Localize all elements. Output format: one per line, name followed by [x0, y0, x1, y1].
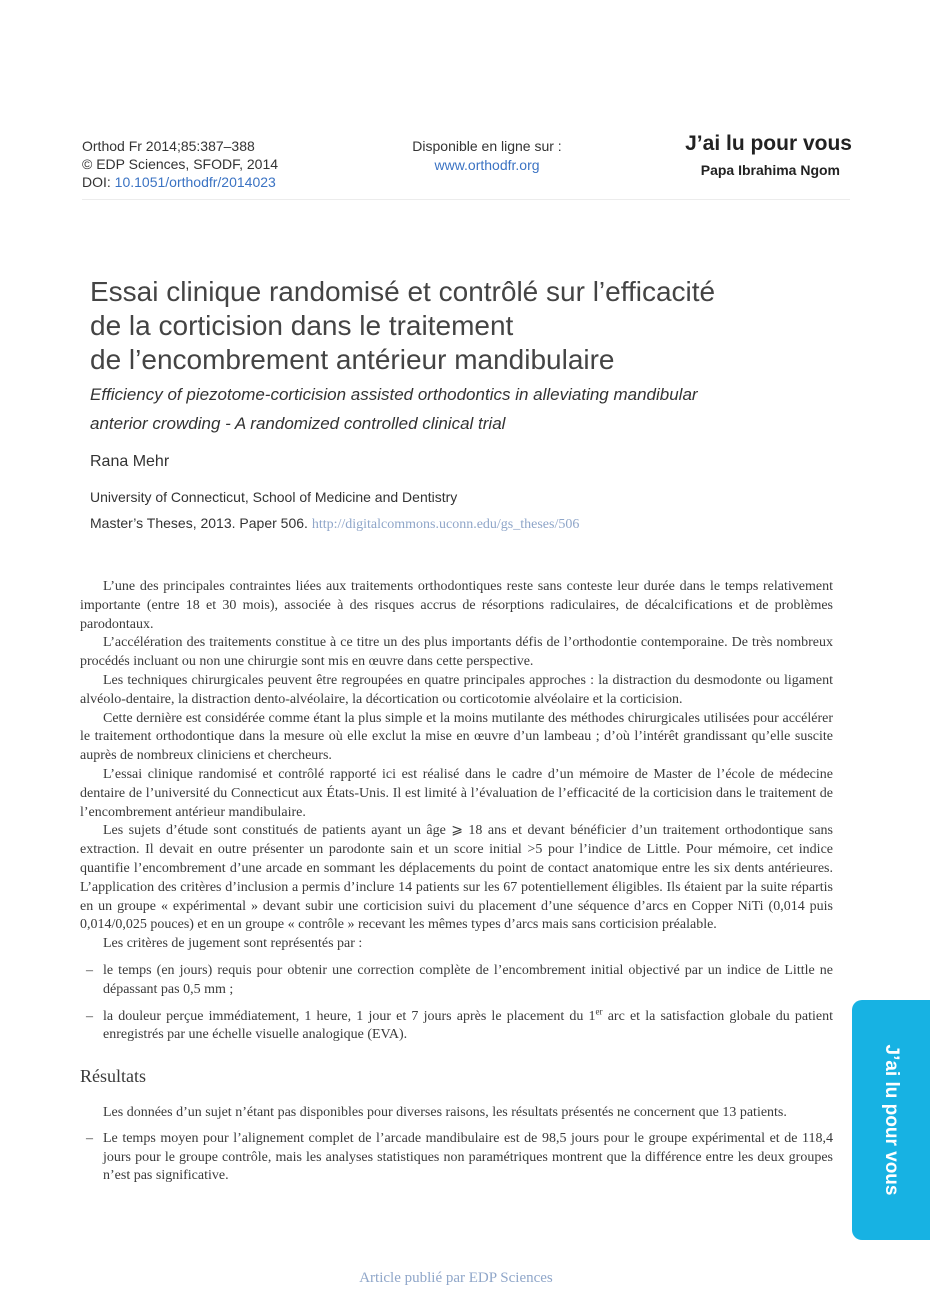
- journal-info: [82, 137, 278, 191]
- results-heading: Résultats: [80, 1066, 146, 1087]
- body-paragraph-6: Les sujets d’étude sont constitués de patients ayant un âge ⩾ 18 ans et devant bénéficier d’un traitement orthodontique sans extraction. Il devait en outre présenter un parodonte sain et un score initial >5 pour l’indice de Little. Pour mémoire, cet indice quantifie l’encombrement d’une arcade en sommant les déplacements du point de contact anatomique entre les six dents antérieures. L’application des critères d’inclusion a permis d’inclure 14 patients sur les 67 potentiellement éligibles. Ils étaient par la suite répartis en un groupe « expérimental » devant subir une corticision suivi du placement d’une séquence d’arcs en Copper NiTi (0,014 puis 0,014/0,025 pouces) et en un groupe « contrôle » recevant les mêmes types d’arcs mais sans corticision préalable.: [80, 823, 833, 933]
- subtitle-line-2: anterior crowding - A randomized controlled clinical trial: [90, 414, 506, 433]
- subtitle-line-1: Efficiency of piezotome-corticision assisted orthodontics in alleviating mandibular: [90, 385, 698, 404]
- doi-label: DOI:: [82, 174, 115, 190]
- reviewer-name: Papa Ibrahima Ngom: [700, 162, 840, 178]
- results-item-1: Le temps moyen pour l’alignement complet de l’arcade mandibulaire est de 98,5 jours pour le groupe expérimental et de 118,4 jours pour le groupe contrôle, mais les analyses statistiques non paramétriques montrent que la différence entre les deux groupes n’est pas significative.: [103, 1130, 833, 1184]
- list-item: [80, 1005, 834, 1046]
- body-paragraph-2: L’accélération des traitements constitue à ce titre un des plus importants défis de l’orthodontie contemporaine. De très nombreux procédés incluant ou non une chirurgie sont mis en œuvre dans cette perspective.: [80, 635, 833, 670]
- body-paragraph-4: Cette dernière est considérée comme étant la plus simple et la moins mutilante des méthodes chirurgicales utilisées pour accélérer le traitement orthodontique dans la mesure où elle exclut la mise en œuvre d’un lambeau ; d’où l’intérêt grandissant qu’elle suscite auprès de nombreux cliniciens et chercheurs.: [80, 710, 833, 764]
- results-list: [80, 1130, 833, 1186]
- list-dash: –: [86, 1130, 93, 1146]
- list-item: [80, 962, 833, 1000]
- copyright-line: © EDP Sciences, SFODF, 2014: [82, 156, 279, 172]
- journal-website-link[interactable]: www.orthodfr.org: [434, 157, 540, 173]
- article-body: [80, 578, 833, 1186]
- title-line-3: de l’encombrement antérieur mandibulaire: [90, 344, 615, 375]
- rubric-title: J’ai lu pour vous: [685, 132, 852, 155]
- body-paragraph-5: L’essai clinique randomisé et contrôlé rapporté ici est réalisé dans le cadre d’un mémoire de Master de l’école de médecine dentaire de l’université du Connecticut aux États-Unis. Il est limité à l’évaluation de l’efficacité de la corticision dans le traitement de l’encombrement antérieur mandibulaire.: [80, 766, 833, 820]
- list-dash: –: [86, 1008, 93, 1024]
- title-line-2: de la corticision dans le traitement: [90, 310, 514, 341]
- source-link[interactable]: http://digitalcommons.uconn.edu/gs_theses/506: [311, 517, 580, 532]
- article-title: [90, 275, 830, 377]
- journal-reference: Orthod Fr 2014;85:387–388: [82, 138, 255, 154]
- body-paragraph-3: Les techniques chirurgicales peuvent être regroupées en quatre principales approches : la distraction du desmodonte ou ligament alvéolo-dentaire, la distraction dento-alvéolaire, la décortication ou corticotomie alvéolaire et la corticision.: [80, 672, 833, 707]
- rubric-block: [640, 130, 852, 180]
- author-name: Rana Mehr: [90, 453, 170, 470]
- header-divider: [82, 199, 850, 200]
- source-reference: [90, 515, 579, 533]
- title-line-1: Essai clinique randomisé et contrôlé sur l’efficacité: [90, 276, 716, 307]
- online-availability: [392, 137, 582, 175]
- superscript-er: er: [595, 1005, 603, 1016]
- criteria-item-1: le temps (en jours) requis pour obtenir une correction complète de l’encombrement initial objectivé par un indice de Little ne dépassant pas 0,5 mm ;: [103, 962, 833, 997]
- doi-line: [82, 173, 278, 191]
- body-paragraph-1: L’une des principales contraintes liées aux traitements orthodontiques reste sans conteste leur durée dans le temps relativement importante (entre 18 et 30 mois), associée à des risques accrus de résorptions radiculaires, de décalcifications et de problèmes parodontaux.: [80, 579, 833, 632]
- rubric-side-tab: [852, 1000, 930, 1240]
- criteria-list: [80, 962, 833, 1045]
- publisher-footer: Article publié par EDP Sciences: [359, 1270, 553, 1286]
- list-dash: –: [86, 962, 93, 978]
- results-paragraph: Les données d’un sujet n’étant pas disponibles pour diverses raisons, les résultats présentés ne concernent que 13 patients.: [103, 1104, 787, 1120]
- body-paragraph-7: Les critères de jugement sont représentés par :: [103, 936, 363, 952]
- source-text: Master’s Theses, 2013. Paper 506.: [90, 515, 312, 531]
- list-item: [80, 1130, 833, 1186]
- article-subtitle: [90, 380, 830, 438]
- doi-link[interactable]: 10.1051/orthodfr/2014023: [114, 174, 276, 190]
- online-label: Disponible en ligne sur :: [412, 138, 562, 154]
- criteria-item-2-pre: la douleur perçue immédiatement, 1 heure, 1 jour et 7 jours après le placement du 1: [103, 1008, 596, 1024]
- criteria-item-2-post: arc et la satisfaction globale du patient enregistrés par une échelle visuelle analogique (EVA).: [103, 1008, 834, 1043]
- side-tab-label: J’ai lu pour vous: [881, 1044, 902, 1196]
- author-affiliation: University of Connecticut, School of Medicine and Dentistry: [90, 489, 458, 505]
